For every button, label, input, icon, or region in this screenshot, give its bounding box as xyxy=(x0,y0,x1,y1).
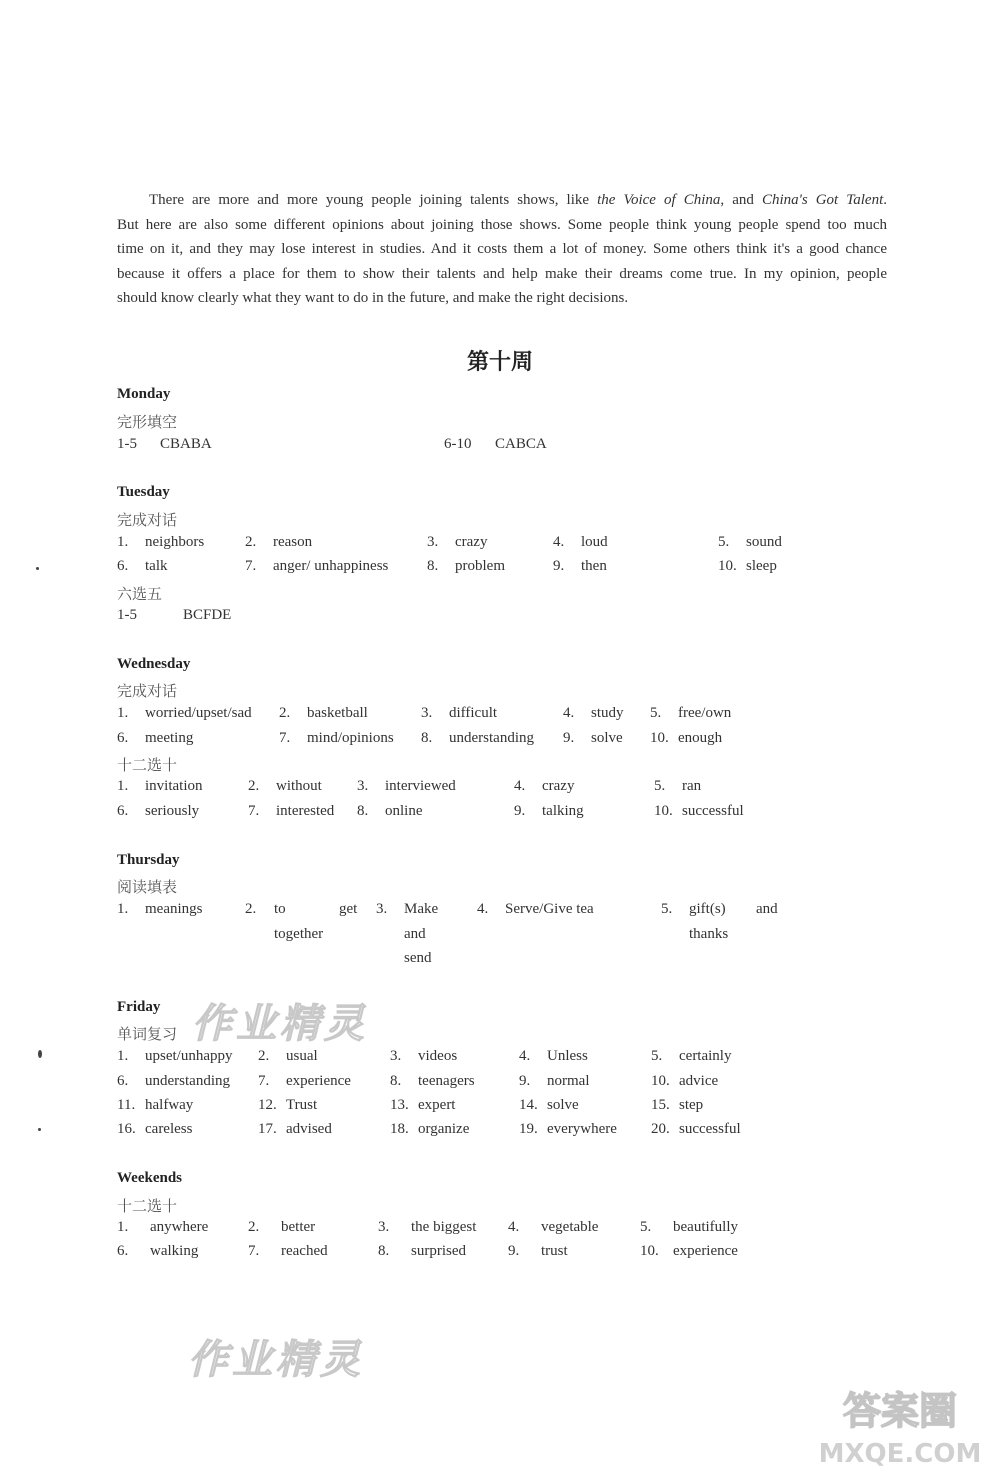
answer-value: loud xyxy=(581,534,608,550)
answer-number: 10. xyxy=(651,1073,670,1089)
answer-number: 12. xyxy=(258,1097,277,1113)
answer-value: talking xyxy=(542,803,584,819)
answer-number: 7. xyxy=(245,558,257,574)
answer-value: experience xyxy=(286,1073,351,1089)
section-label: 单词复习 xyxy=(117,1027,178,1043)
logo-subtext: MXQE.COM xyxy=(818,1439,982,1469)
answer-number: 9. xyxy=(508,1243,520,1259)
answer-value: send xyxy=(404,950,432,966)
answer-value: normal xyxy=(547,1073,590,1089)
day-heading-wednesday: Wednesday xyxy=(117,656,191,672)
answer-number: 6. xyxy=(117,558,129,574)
answer-number: 3. xyxy=(378,1219,390,1235)
answer-value: understanding xyxy=(145,1073,230,1089)
answer-value: interviewed xyxy=(385,778,456,794)
answer-value: thanks xyxy=(689,926,729,942)
answer-number: 4. xyxy=(519,1048,531,1064)
answer-number: 9. xyxy=(553,558,565,574)
essay-line: should know clearly what they want to do in the future, and make the right decisions. xyxy=(117,290,629,306)
answer-number: 8. xyxy=(357,803,369,819)
answer-value: basketball xyxy=(307,705,368,721)
answer-number: 3. xyxy=(357,778,369,794)
answer-value: CBABA xyxy=(160,436,212,452)
answer-number: 18. xyxy=(390,1121,409,1137)
answer-number: 10. xyxy=(640,1243,659,1259)
answer-value: halfway xyxy=(145,1097,194,1113)
answer-value: Unless xyxy=(547,1048,588,1064)
answer-value: to xyxy=(274,901,286,917)
answer-number: 10. xyxy=(654,803,673,819)
answer-value: then xyxy=(581,558,607,574)
day-heading-weekends: Weekends xyxy=(117,1170,183,1186)
answer-value: step xyxy=(679,1097,704,1113)
answer-value: vegetable xyxy=(541,1219,599,1235)
answer-number: 1. xyxy=(117,534,129,550)
answer-number: 4. xyxy=(508,1219,520,1235)
answer-number: 6. xyxy=(117,730,129,746)
answer-number: 5. xyxy=(661,901,673,917)
answer-number: 4. xyxy=(477,901,489,917)
section-label: 阅读填表 xyxy=(117,880,178,896)
answer-number: 10. xyxy=(650,730,669,746)
answer-value: and xyxy=(756,901,778,917)
answer-value: everywhere xyxy=(547,1121,617,1137)
answer-value: successful xyxy=(679,1121,741,1137)
answer-range: 1-5 xyxy=(117,436,137,452)
answer-value: crazy xyxy=(455,534,488,550)
answer-value: advised xyxy=(286,1121,332,1137)
answer-number: 2. xyxy=(245,534,257,550)
answer-value: anger/ unhappiness xyxy=(273,558,389,574)
answer-number: 16. xyxy=(117,1121,136,1137)
answer-value: expert xyxy=(418,1097,456,1113)
margin-dot xyxy=(36,567,39,570)
answer-number: 7. xyxy=(248,803,260,819)
answer-value: seriously xyxy=(145,803,200,819)
answer-value: Serve/Give tea xyxy=(505,901,594,917)
answer-value: interested xyxy=(276,803,335,819)
answer-value: understanding xyxy=(449,730,534,746)
answer-value: successful xyxy=(682,803,744,819)
answer-number: 2. xyxy=(248,1219,260,1235)
answer-number: 8. xyxy=(421,730,433,746)
answer-number: 2. xyxy=(279,705,291,721)
answer-number: 7. xyxy=(279,730,291,746)
answer-value: enough xyxy=(678,730,723,746)
answer-value: mind/opinions xyxy=(307,730,394,746)
answer-value: experience xyxy=(673,1243,738,1259)
week-title: 第十周 xyxy=(466,349,533,374)
answer-number: 8. xyxy=(390,1073,402,1089)
answer-value: online xyxy=(385,803,423,819)
answer-number: 9. xyxy=(519,1073,531,1089)
answer-value: get xyxy=(339,901,358,917)
answer-value: solve xyxy=(547,1097,579,1113)
answer-value: invitation xyxy=(145,778,203,794)
answer-value: BCFDE xyxy=(183,607,232,623)
answer-number: 11. xyxy=(117,1097,136,1113)
answer-value: certainly xyxy=(679,1048,732,1064)
answer-value: free/own xyxy=(678,705,732,721)
section-label: 完成对话 xyxy=(117,684,178,700)
answer-number: 15. xyxy=(651,1097,670,1113)
answer-value: crazy xyxy=(542,778,575,794)
section-label: 完形填空 xyxy=(117,415,178,431)
answer-value: CABCA xyxy=(495,436,547,452)
answer-range: 6-10 xyxy=(444,436,472,452)
answer-number: 9. xyxy=(563,730,575,746)
answer-number: 1. xyxy=(117,1219,129,1235)
answer-value: and xyxy=(404,926,426,942)
answer-value: meanings xyxy=(145,901,203,917)
answer-number: 8. xyxy=(378,1243,390,1259)
section-label: 六选五 xyxy=(117,587,163,603)
answer-number: 14. xyxy=(519,1097,538,1113)
answer-value: better xyxy=(281,1219,316,1235)
answer-value: neighbors xyxy=(145,534,205,550)
answer-number: 5. xyxy=(654,778,666,794)
essay-paragraph xyxy=(117,188,887,311)
answer-number: 5. xyxy=(718,534,730,550)
answer-number: 3. xyxy=(390,1048,402,1064)
answer-value: teenagers xyxy=(418,1073,475,1089)
essay-line: There are more and more young people joining talents shows, like the Voice of China, and China's Got Talent. xyxy=(149,192,887,208)
answer-value: surprised xyxy=(411,1243,466,1259)
answer-value: videos xyxy=(418,1048,458,1064)
answer-number: 10. xyxy=(718,558,737,574)
answer-value: worried/upset/sad xyxy=(145,705,252,721)
answer-value: solve xyxy=(591,730,623,746)
answer-value: problem xyxy=(455,558,505,574)
answer-range: 1-5 xyxy=(117,607,137,623)
essay-line: because it offers a place for them to show their talents and help make their dreams come true. In my opinion, people xyxy=(117,265,887,282)
answer-value: ran xyxy=(682,778,702,794)
answer-number: 17. xyxy=(258,1121,277,1137)
answer-value: careless xyxy=(145,1121,193,1137)
answer-number: 20. xyxy=(651,1121,670,1137)
answer-number: 7. xyxy=(258,1073,270,1089)
answer-value: reached xyxy=(281,1243,328,1259)
essay-line: time on it, and they may lose interest in studies. And it costs them a lot of money. Some others think it's a good chance xyxy=(117,241,887,257)
answer-value: talk xyxy=(145,558,168,574)
answer-number: 3. xyxy=(376,901,388,917)
answer-number: 2. xyxy=(248,778,260,794)
section-label: 十二选十 xyxy=(117,758,178,774)
answer-value: anywhere xyxy=(150,1219,209,1235)
margin-dot xyxy=(38,1050,42,1058)
logo-text: 答案圈 xyxy=(842,1389,958,1433)
answer-value: without xyxy=(276,778,322,794)
answer-number: 5. xyxy=(651,1048,663,1064)
answer-value: beautifully xyxy=(673,1219,738,1235)
watermark: 作业精灵 xyxy=(192,1001,368,1047)
answer-value: the biggest xyxy=(411,1219,477,1235)
answer-number: 9. xyxy=(514,803,526,819)
answer-number: 6. xyxy=(117,803,129,819)
section-label: 完成对话 xyxy=(117,513,178,529)
day-heading-friday: Friday xyxy=(117,999,161,1015)
answer-value: together xyxy=(274,926,324,942)
answer-number: 5. xyxy=(640,1219,652,1235)
answer-value: gift(s) xyxy=(689,901,726,917)
essay-line: But here are also some different opinions about joining those shows. Some people think young people spend too much xyxy=(117,216,887,233)
answer-value: usual xyxy=(286,1048,318,1064)
answer-number: 19. xyxy=(519,1121,538,1137)
answer-value: reason xyxy=(273,534,313,550)
answer-value: trust xyxy=(541,1243,568,1259)
answer-value: sound xyxy=(746,534,782,550)
site-logo xyxy=(808,1378,993,1470)
answer-number: 4. xyxy=(553,534,565,550)
answer-value: upset/unhappy xyxy=(145,1048,233,1064)
answer-value: Trust xyxy=(286,1097,318,1113)
answer-number: 6. xyxy=(117,1243,129,1259)
answer-number: 1. xyxy=(117,1048,129,1064)
answer-number: 8. xyxy=(427,558,439,574)
answer-value: difficult xyxy=(449,705,498,721)
answer-value: walking xyxy=(150,1243,199,1259)
answer-number: 3. xyxy=(427,534,439,550)
answer-number: 1. xyxy=(117,778,129,794)
answer-number: 6. xyxy=(117,1073,129,1089)
answer-number: 1. xyxy=(117,705,129,721)
answer-number: 5. xyxy=(650,705,662,721)
answer-value: sleep xyxy=(746,558,777,574)
watermark: 作业精灵 xyxy=(188,1337,364,1383)
answer-value: study xyxy=(591,705,624,721)
answer-value: Make xyxy=(404,901,439,917)
answer-value: advice xyxy=(679,1073,719,1089)
answer-number: 3. xyxy=(421,705,433,721)
section-label: 十二选十 xyxy=(117,1199,178,1215)
answer-value: organize xyxy=(418,1121,470,1137)
day-heading-tuesday: Tuesday xyxy=(117,484,170,500)
answer-number: 13. xyxy=(390,1097,409,1113)
answer-number: 4. xyxy=(563,705,575,721)
answer-number: 7. xyxy=(248,1243,260,1259)
margin-dot xyxy=(38,1128,41,1131)
answer-number: 1. xyxy=(117,901,129,917)
answer-number: 2. xyxy=(245,901,257,917)
answer-number: 4. xyxy=(514,778,526,794)
answer-number: 2. xyxy=(258,1048,270,1064)
answer-value: meeting xyxy=(145,730,194,746)
day-heading-monday: Monday xyxy=(117,386,171,402)
day-heading-thursday: Thursday xyxy=(117,852,180,868)
